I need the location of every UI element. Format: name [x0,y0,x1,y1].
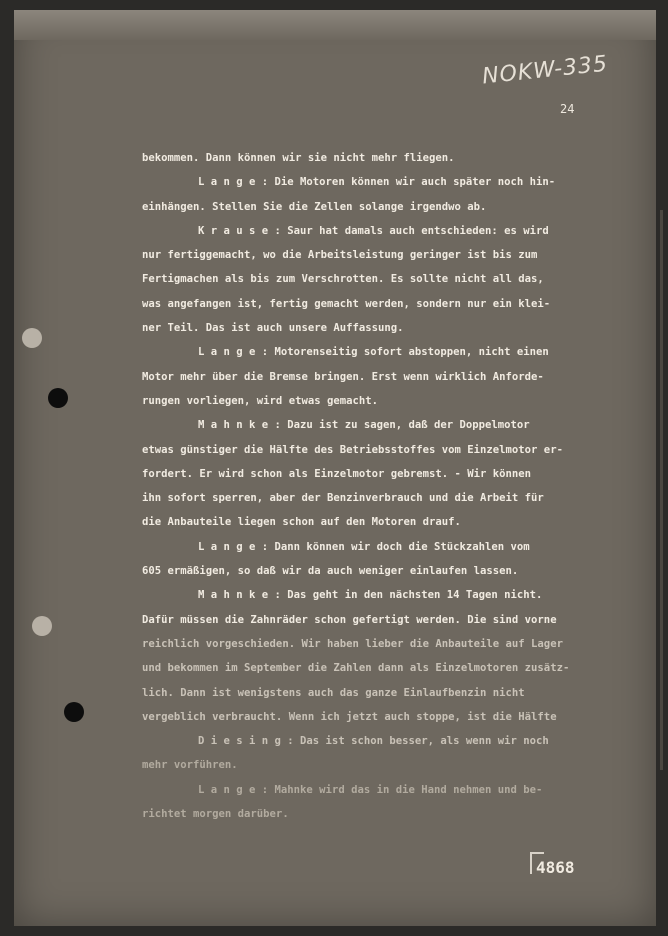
page-edge-shadow [660,210,663,770]
text-line: nur fertiggemacht, wo die Arbeitsleistung geringer ist bis zum [142,249,538,262]
document-stamp-number: 4868 [536,858,575,877]
text-line: Motor mehr über die Bremse bringen. Erst wenn wirklich Anforde- [142,370,544,383]
text-line: ihn sofort sperren, aber der Benzinverbrauch und die Arbeit für [142,492,544,505]
text-line: M a h n k e : Das geht in den nächsten 14 Tagen nicht. [198,589,543,602]
punch-hole-light [22,328,42,348]
text-line: D i e s i n g : Das ist schon besser, als wenn wir noch [198,735,549,748]
text-line: L a n g e : Mahnke wird das in die Hand nehmen und be- [198,783,543,796]
text-line: rungen vorliegen, wird etwas gemacht. [142,394,378,407]
text-line: L a n g e : Die Motoren können wir auch später noch hin- [198,176,556,189]
text-line: mehr vorführen. [142,759,238,772]
punch-hole-light [32,616,52,636]
text-line: fordert. Er wird schon als Einzelmotor gebremst. - Wir können [142,467,532,480]
text-line: K r a u s e : Saur hat damals auch entschieden: es wird [198,224,549,237]
text-line: M a h n k e : Dazu ist zu sagen, daß der Doppelmotor [198,419,530,432]
document-body [142,146,622,826]
text-line: L a n g e : Dann können wir doch die Stückzahlen vom [198,540,530,553]
text-line: richtet morgen darüber. [142,808,289,821]
text-line: bekommen. Dann können wir sie nicht mehr fliegen. [142,152,455,164]
punch-hole [48,388,68,408]
text-line: einhängen. Stellen Sie die Zellen solange irgendwo ab. [142,200,487,213]
text-line: Dafür müssen die Zahnräder schon gefertigt werden. Die sind vorne [142,613,557,626]
page-number: 24 [560,102,575,116]
text-line: Fertigmachen als bis zum Verschrotten. Es sollte nicht all das, [142,273,544,286]
text-line: die Anbauteile liegen schon auf den Motoren drauf. [142,516,461,529]
text-line: 605 ermäßigen, so daß wir da auch weniger einlaufen lassen. [142,565,519,578]
text-line: L a n g e : Motorenseitig sofort abstoppen, nicht einen [198,346,549,359]
punch-hole [64,702,84,722]
document-page [14,10,656,926]
archive-number: NOKW-335 [481,51,610,90]
text-line: etwas günstiger die Hälfte des Betriebsstoffes vom Einzelmotor er- [142,443,563,456]
text-line: reichlich vorgeschieden. Wir haben lieber die Anbauteile auf Lager [142,637,563,650]
text-line: ner Teil. Das ist auch unsere Auffassung. [142,322,404,335]
text-line: was angefangen ist, fertig gemacht werden, sondern nur ein klei- [142,297,551,310]
page-top-band [14,10,656,40]
text-line: vergeblich verbraucht. Wenn ich jetzt auch stoppe, ist die Hälfte [142,710,557,723]
text-line: lich. Dann ist wenigstens auch das ganze Einlaufbenzin nicht [142,686,525,699]
text-line: und bekommen im September die Zahlen dann als Einzelmotoren zusätz- [142,662,570,675]
